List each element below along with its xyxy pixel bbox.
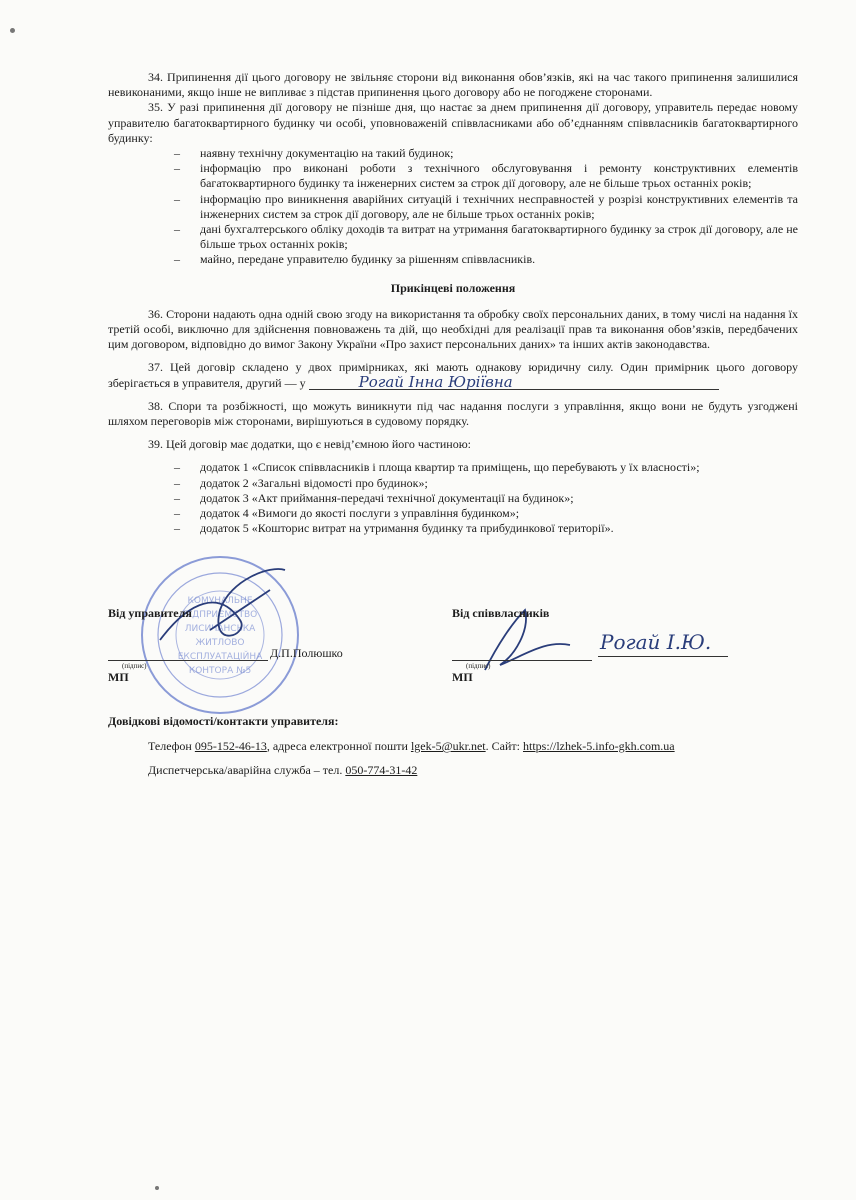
- paragraph-34: 34. Припинення дії цього договору не звільняє сторони від виконання обов’язків, які на час такого припинення залишилися невиконаними, якщо інше не випливає з підстав припинення цього договору або не погоджене сторонами.: [108, 70, 798, 100]
- handwritten-owner-name: Рогай Інна Юріївна: [309, 376, 719, 390]
- dispatch-row: [148, 763, 808, 778]
- dispatch-phone[interactable]: 050-774-31-42: [345, 763, 418, 777]
- svg-text:КОМУНАЛЬНЕ: КОМУНАЛЬНЕ: [187, 596, 253, 606]
- sign-caption-owner: (підпис): [466, 662, 491, 670]
- punch-hole-mark: [155, 1186, 159, 1190]
- paragraph-37-text: 37. Цей договір складено у двох примірниках, які мають однакову юридичну силу. Один примірник цього договору зберігається в управителя, другий — у: [108, 360, 798, 390]
- contacts-title: Довідкові відомості/контакти управителя:: [108, 714, 339, 728]
- svg-text:ЖИТЛОВО: ЖИТЛОВО: [195, 638, 245, 648]
- list-35: [108, 146, 798, 268]
- paragraph-35: 35. У разі припинення дії договору не пізніше дня, що настає за днем припинення дії договору, управитель передає новому управителю багатоквартирного будинку чи особі, уповноваженій співвласниками або об’єднанням співвласників багатоквартирного будинку:: [108, 100, 798, 145]
- paragraph-37: [108, 360, 798, 390]
- owner-name-line: [598, 656, 728, 657]
- owners-label: Від співвласників: [452, 606, 550, 620]
- manager-label: Від управителя: [108, 606, 192, 620]
- manager-name: Д.П.Полюшко: [270, 646, 343, 660]
- svg-text:ЕКСПЛУАТАЦІЙНА: ЕКСПЛУАТАЦІЙНА: [177, 652, 263, 662]
- list-item: – додаток 2 «Загальні відомості про будинок»;: [200, 476, 798, 491]
- email-label: , адреса електронної пошти: [266, 739, 408, 753]
- email-link[interactable]: lgek-5@ukr.net: [410, 739, 486, 753]
- contract-text: [108, 70, 798, 536]
- contacts-block: [108, 714, 808, 778]
- contacts-row: [148, 739, 808, 754]
- sign-caption: (підпис): [122, 662, 147, 670]
- list-item: – додаток 5 «Кошторис витрат на утримання будинку та прибудинкової території».: [200, 521, 798, 536]
- svg-text:ЛИСИЧАНСЬКА: ЛИСИЧАНСЬКА: [184, 624, 256, 634]
- manager-signature-line: [108, 660, 268, 661]
- dispatch-label: Диспетчерська/аварійна служба – тел.: [148, 763, 343, 777]
- phone-label: Телефон: [148, 739, 192, 753]
- mp-label-owner: МП: [452, 670, 473, 684]
- svg-text:ПІДПРИЄМСТВО: ПІДПРИЄМСТВО: [182, 610, 258, 620]
- list-item: – додаток 3 «Акт приймання-передачі технічної документації на будинок»;: [200, 491, 798, 506]
- list-item: – інформацію про виникнення аварійних ситуацій і технічних несправностей у розрізі конструктивних елементів та інженерних систем за строк дії договору, але не більше трьох останніх років;: [200, 192, 798, 222]
- list-item: – наявну технічну документацію на такий будинок;: [200, 146, 798, 161]
- list-item: – додаток 1 «Список співвласників і площа квартир та приміщень, що перебувають у їх власності»;: [200, 460, 798, 475]
- paragraph-36: 36. Сторони надають одна одній свою згоду на використання та обробку своїх персональних даних, в тому числі на надання їх третій особі, виключно для здійснення повноважень та дій, що необхідні для реалізації прав та виконання обов’язків, передбачених цим договором, відповідно до вимог Закону України «Про захист персональних даних» та інших актів законодавства.: [108, 306, 798, 352]
- paragraph-38: 38. Спори та розбіжності, що можуть виникнути під час надання послуги з управління, якщо вони не будуть узгоджені шляхом переговорів між сторонами, вирішуються в судовому порядку.: [108, 398, 798, 429]
- svg-text:КОНТОРА №5: КОНТОРА №5: [188, 666, 252, 676]
- list-item: – майно, передане управителю будинку за рішенням співвласників.: [200, 252, 798, 267]
- site-label: . Сайт:: [485, 739, 520, 753]
- handwritten-owner-initials: Рогай І.Ю.: [600, 630, 712, 654]
- owner-signature-line: [452, 660, 592, 661]
- list-39: [108, 460, 798, 536]
- list-item: – інформацію про виконані роботи з технічного обслуговування і ремонту конструктивних елементів багатоквартирного будинку та інженерних систем за строк дії договору, але не більше трьох останніх років;: [200, 161, 798, 191]
- paragraph-39: 39. Цей договір має додатки, що є невід’ємною його частиною:: [148, 437, 471, 452]
- phone-link[interactable]: 095-152-46-13: [194, 739, 267, 753]
- list-item: – дані бухгалтерського обліку доходів та витрат на утримання багатоквартирного будинку за строк дії договору, але не більше трьох останніх років;: [200, 222, 798, 252]
- mp-label-manager: МП: [108, 670, 129, 684]
- section-heading: Прикінцеві положення: [390, 280, 516, 295]
- site-link[interactable]: https://lzhek-5.info-gkh.com.ua: [522, 739, 675, 753]
- list-item: – додаток 4 «Вимоги до якості послуги з управління будинком»;: [200, 506, 798, 521]
- punch-hole-mark: [10, 28, 15, 33]
